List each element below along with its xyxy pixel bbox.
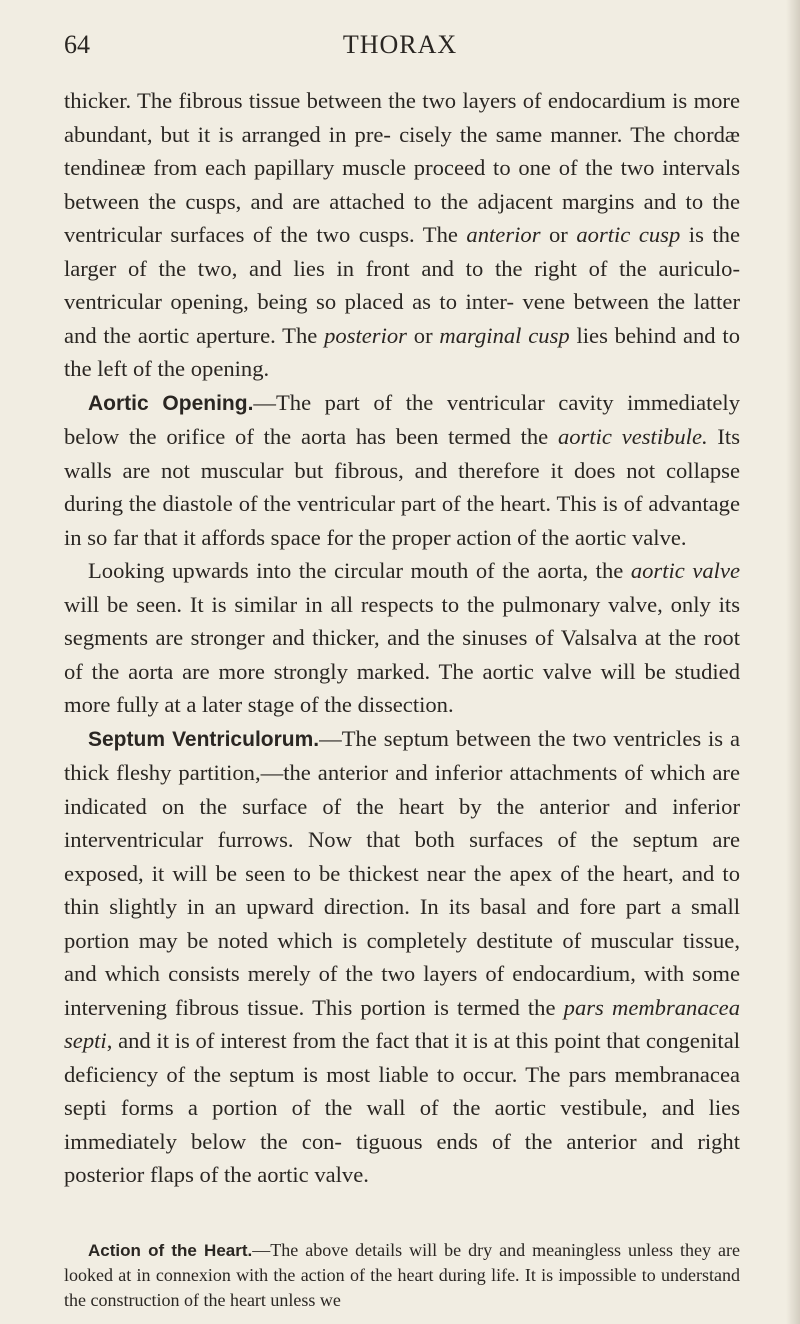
text-run: Looking upwards into the circular mouth of the aorta, the bbox=[88, 558, 631, 583]
page-number: 64 bbox=[64, 30, 90, 59]
page-header bbox=[64, 30, 736, 70]
text-run: or bbox=[540, 222, 577, 247]
page-edge-shadow bbox=[786, 0, 800, 1324]
paragraph-aortic-opening bbox=[64, 386, 740, 555]
section-heading-aortic-opening: Aortic Opening. bbox=[88, 391, 254, 415]
section-heading-septum: Septum Ventriculorum. bbox=[88, 727, 320, 751]
text-run: —The above details will be dry and meaningless unless they are looked at in connexion with the action of the heart during life. It is impossible to understand the construction of the heart unless we bbox=[64, 1240, 740, 1310]
body-text bbox=[64, 84, 740, 1192]
term-aortic-cusp: aortic cusp bbox=[576, 222, 681, 247]
term-aortic-valve: aortic valve bbox=[630, 558, 740, 583]
text-run: will be seen. It is similar in all respects to the pulmonary valve, only its segments are stronger and thicker, and the sinuses of Valsalva at the root of the aorta are more strongly marked. The aortic valve will be studied more fully at a later stage of the dissection. bbox=[64, 591, 740, 717]
paragraph-cusps bbox=[64, 84, 740, 386]
term-posterior: posterior bbox=[324, 322, 407, 348]
term-pars-membranacea: pars membranacea septi bbox=[64, 994, 740, 1053]
text-run: Its walls are not muscular but fibrous, and therefore it does not collapse during the diastole of the ventricular part of the heart. This is of advantage in so far that it affords space for the proper action of the aortic valve. bbox=[64, 424, 740, 550]
small-print-section bbox=[64, 1238, 740, 1313]
text-run: , and it is of interest from the fact that it is at this point that congenital deficiency of the septum is most liable to occur. The pars membranacea septi forms a portion of the wall of the aortic vestibule, and lies immediately below the con- tiguous ends of the anterior and right posterior flaps of the aortic valve. bbox=[64, 1028, 740, 1187]
term-aortic-vestibule: aortic vestibule. bbox=[557, 424, 708, 449]
text-run: or bbox=[406, 322, 440, 348]
term-marginal-cusp: marginal cusp bbox=[439, 322, 570, 348]
paragraph-aortic-valve bbox=[64, 554, 740, 722]
text-run: is the larger of the two, and lies in front and to the right of the auriculo-ventricular opening, being so placed as to inter- vene between the latter and the aortic aperture. The bbox=[64, 222, 740, 348]
paragraph-action-of-heart bbox=[64, 1238, 740, 1313]
text-run: —The part of the ventricular cavity immediately below the orifice of the aorta has been termed the bbox=[64, 389, 740, 449]
paragraph-septum bbox=[64, 722, 740, 1192]
text-run: thicker. The fibrous tissue between the two layers of endocardium is more abundant, but it is arranged in pre- cisely the same manner. The chordæ tendineæ from each papillary muscle proceed to one of the two intervals between the cusps, and are attached to the adjacent margins and to the ventricular surfaces of the two cusps. The bbox=[64, 88, 740, 247]
running-head: THORAX bbox=[342, 30, 458, 59]
section-heading-action: Action of the Heart. bbox=[88, 1241, 253, 1260]
term-anterior: anterior bbox=[466, 222, 541, 247]
text-run: —The septum between the two ventricles is a thick fleshy partition,—the anterior and inferior attachments of which are indicated on the surface of the heart by the anterior and inferior interventricular furrows. Now that both surfaces of the septum are exposed, it will be seen to be thickest near the apex of the heart, and to thin slightly in an upward direction. In its basal and fore part a small portion may be noted which is completely destitute of muscular tissue, and which consists merely of the two layers of endocardium, with some intervening fibrous tissue. This portion is termed the bbox=[64, 725, 741, 1020]
text-run: lies behind and to the left of the opening. bbox=[64, 322, 740, 381]
